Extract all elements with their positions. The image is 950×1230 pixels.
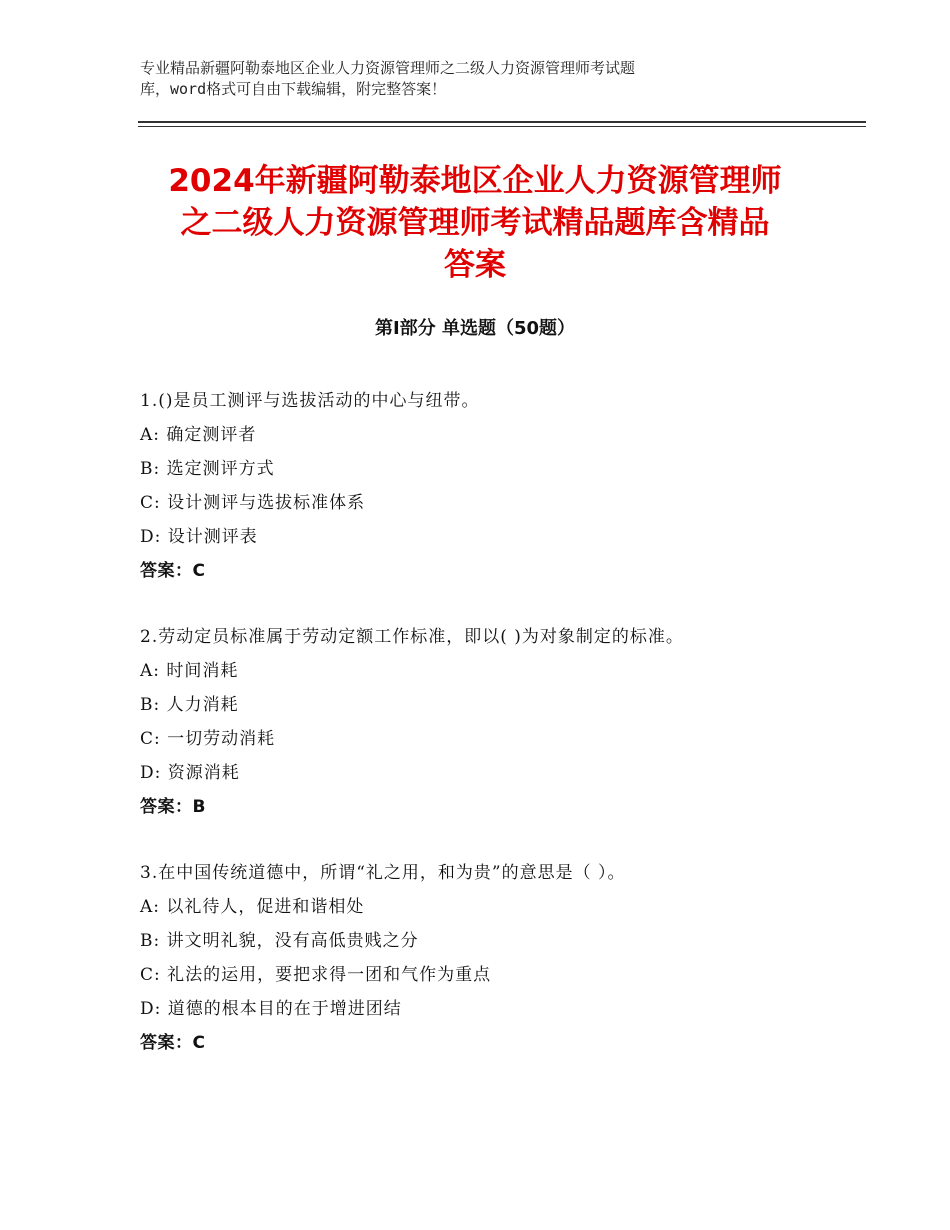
header-note-line-2: 库，word格式可自由下载编辑，附完整答案！ [140, 80, 447, 98]
option-a: A: 确定测评者 [140, 425, 257, 445]
question-stem: 3.在中国传统道德中，所谓“礼之用，和为贵”的意思是（ ）。 [140, 863, 626, 883]
header-note [140, 58, 780, 100]
answer: 答案：C [140, 1033, 206, 1053]
header-note-line-1: 专业精品新疆阿勒泰地区企业人力资源管理师之二级人力资源管理师考试题 [140, 59, 636, 77]
answer: 答案：B [140, 797, 206, 817]
option-d: D: 道德的根本目的在于增进团结 [140, 999, 402, 1019]
document-title-line-2: 之二级人力资源管理师考试精品题库含精品 [180, 205, 770, 241]
option-d: D: 资源消耗 [140, 763, 240, 783]
option-a: A: 时间消耗 [140, 661, 239, 681]
question-list [140, 384, 830, 1092]
answer: 答案：C [140, 561, 206, 581]
option-c: C: 一切劳动消耗 [140, 729, 276, 749]
question-3 [140, 856, 830, 1060]
question-stem: 1.()是员工测评与选拔活动的中心与纽带。 [140, 391, 480, 411]
question-2 [140, 620, 830, 824]
document-title-line-1: 2024年新疆阿勒泰地区企业人力资源管理师 [168, 163, 782, 199]
option-c: C: 设计测评与选拔标准体系 [140, 493, 366, 513]
section-title: 第Ⅰ部分 单选题（50题） [374, 318, 575, 339]
option-b: B: 选定测评方式 [140, 459, 275, 479]
question-stem: 2.劳动定员标准属于劳动定额工作标准，即以( )为对象制定的标准。 [140, 627, 684, 647]
document-title-line-3: 答案 [444, 247, 506, 283]
header-rule-thin [138, 126, 866, 127]
option-a: A: 以礼待人，促进和谐相处 [140, 897, 365, 917]
option-b: B: 讲文明礼貌，没有高低贵贱之分 [140, 931, 419, 951]
option-b: B: 人力消耗 [140, 695, 239, 715]
option-c: C: 礼法的运用，要把求得一团和气作为重点 [140, 965, 492, 985]
question-1 [140, 384, 830, 588]
header-rule-thick [138, 121, 866, 123]
option-d: D: 设计测评表 [140, 527, 258, 547]
document-title [120, 160, 830, 286]
